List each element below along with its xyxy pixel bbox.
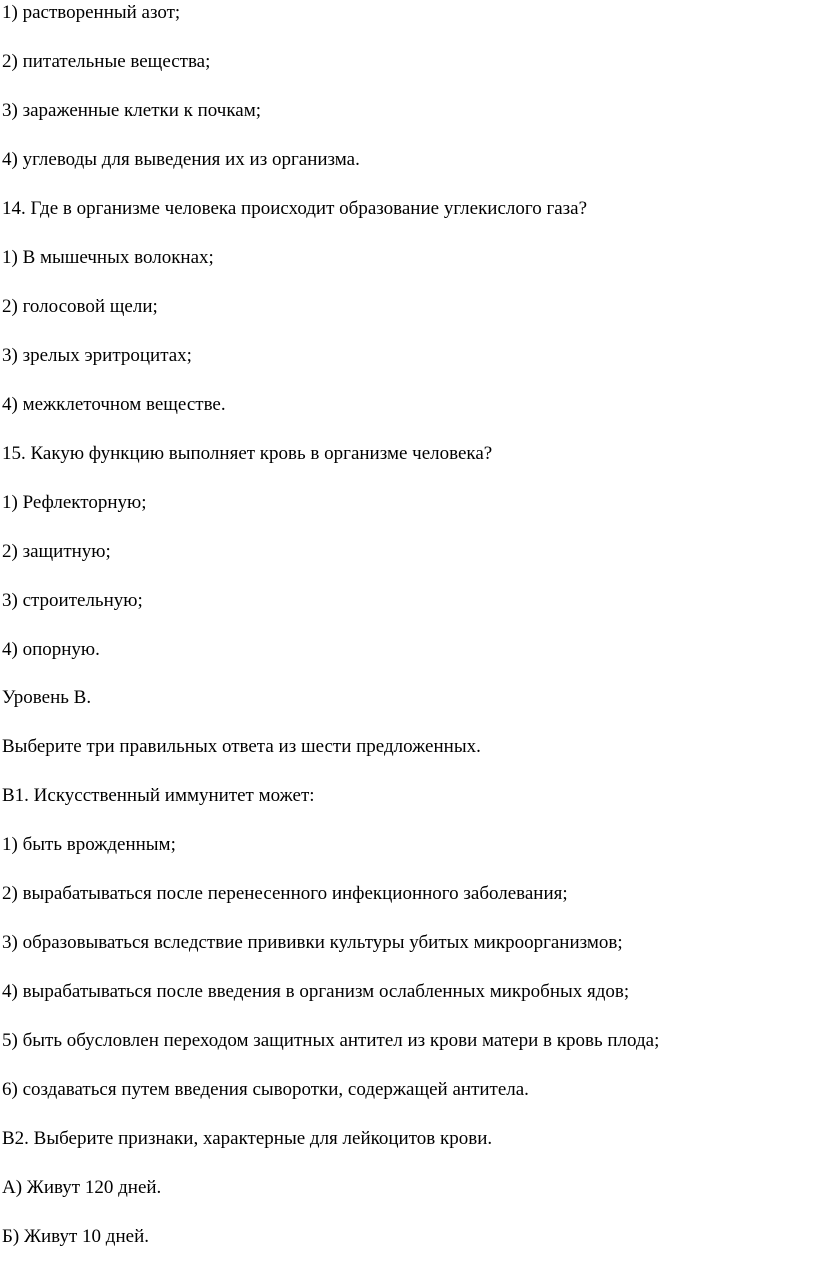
question-14: 14. Где в организме человека происходит образование углекислого газа? (2, 198, 588, 219)
answer-14-2: 2) голосовой щели; (2, 296, 158, 317)
answer-b1-2: 2) вырабатываться после перенесенного инфекционного заболевания; (2, 883, 568, 904)
answer-b1-6: 6) создаваться путем введения сыворотки, содержащей антитела. (2, 1079, 529, 1100)
answer-15-4: 4) опорную. (2, 639, 100, 660)
answer-13-3: 3) зараженные клетки к почкам; (2, 100, 262, 121)
answer-b2-a: А) Живут 120 дней. (2, 1177, 162, 1198)
answer-14-3: 3) зрелых эритроцитах; (2, 345, 192, 366)
answer-b1-1: 1) быть врожденным; (2, 834, 176, 855)
level-instruction: Выберите три правильных ответа из шести предложенных. (2, 736, 481, 757)
level-heading: Уровень В. (2, 687, 92, 708)
question-b2: В2. Выберите признаки, характерные для лейкоцитов крови. (2, 1128, 493, 1149)
question-15: 15. Какую функцию выполняет кровь в организме человека? (2, 443, 493, 464)
answer-b1-4: 4) вырабатываться после введения в организм ослабленных микробных ядов; (2, 981, 630, 1002)
question-b1: В1. Искусственный иммунитет может: (2, 785, 315, 806)
answer-13-2: 2) питательные вещества; (2, 51, 211, 72)
answer-13-1: 1) растворенный азот; (2, 2, 181, 23)
answer-b2-b: Б) Живут 10 дней. (2, 1226, 149, 1247)
answer-14-1: 1) В мышечных волокнах; (2, 247, 214, 268)
answer-14-4: 4) межклеточном веществе. (2, 394, 226, 415)
answer-15-1: 1) Рефлекторную; (2, 492, 147, 513)
answer-13-4: 4) углеводы для выведения их из организма. (2, 149, 360, 170)
answer-15-3: 3) строительную; (2, 590, 143, 611)
answer-b1-5: 5) быть обусловлен переходом защитных антител из крови матери в кровь плода; (2, 1030, 660, 1051)
answer-b1-3: 3) образовываться вследствие прививки культуры убитых микроорганизмов; (2, 932, 623, 953)
answer-15-2: 2) защитную; (2, 541, 111, 562)
